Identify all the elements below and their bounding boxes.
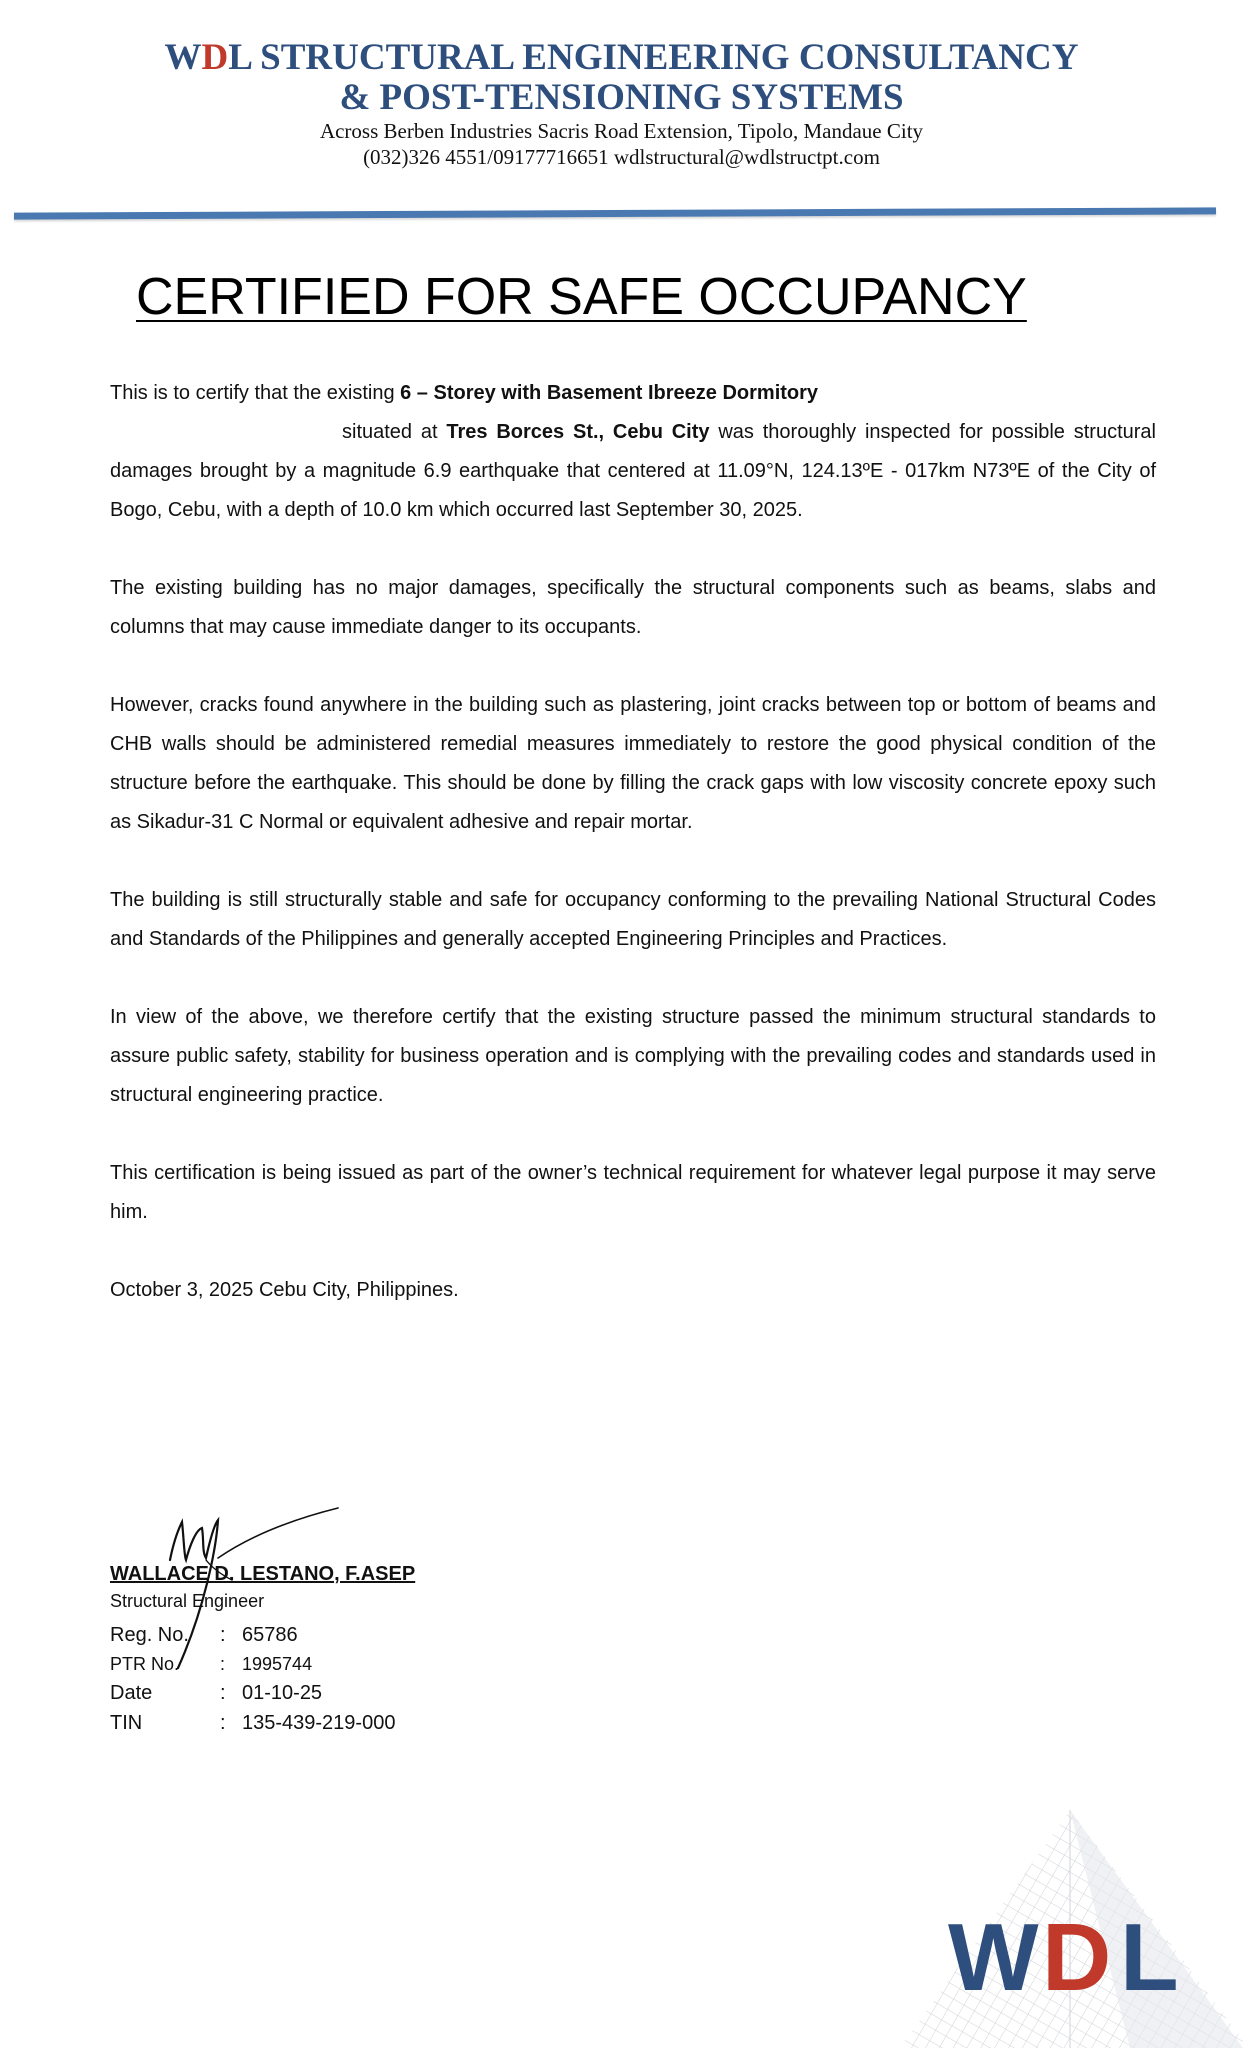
signatory-role: Structural Engineer (110, 1591, 265, 1611)
p1-situated: situated at (342, 421, 447, 443)
document-title: CERTIFIED FOR SAFE OCCUPANCY (136, 268, 1027, 326)
logo-letter-d: D (1042, 1904, 1112, 2011)
p1-intro: This is to certify that the existing (110, 382, 401, 404)
paragraph-3: However, cracks found anywhere in the building such as plastering, joint cracks between top or bottom of beams and CHB walls should be administered remedial measures immediately to restore the good physical condition of the structure before the earthquake. This should be done by filling the crack gaps with low viscosity concrete epoxy such as Sikadur-31 C Normal or equivalent adhesive and repair mortar. (110, 694, 1156, 833)
ptr-no-value: 1995744 (242, 1654, 313, 1674)
reg-no-colon: : (220, 1624, 226, 1646)
date-place: October 3, 2025 Cebu City, Philippines. (110, 1279, 459, 1301)
certificate-body (110, 374, 1156, 1349)
company-name-line2: & POST-TENSIONING SYSTEMS (339, 77, 904, 118)
ptr-no-colon: : (220, 1654, 226, 1674)
date-colon: : (220, 1682, 226, 1704)
paragraph-6: This certification is being issued as part of the owner’s technical requirement for whatever legal purpose it may serve him. (110, 1162, 1156, 1223)
company-address: Across Berben Industries Sacris Road Extension, Tipolo, Mandaue City (319, 119, 924, 143)
tin-value: 135-439-219-000 (242, 1712, 396, 1734)
reg-no-label: Reg. No. (110, 1624, 189, 1646)
reg-no-row (110, 1620, 415, 1650)
paragraph-2: The existing building has no major damages, specifically the structural components such as beams, slabs and columns that may cause immediate danger to its occupants. (110, 577, 1156, 638)
signatory-block (110, 1560, 415, 1738)
date-row (110, 1678, 415, 1708)
p1-rest: was thoroughly inspected for possible structural damages brought by a magnitude 6.9 earthquake that centered at 11.09°N, 124.13ºE - 017km N73ºE of the City of Bogo, Cebu, with a depth of 10.0 km which occurred last September 30, 2025. (110, 421, 1156, 521)
tin-row (110, 1708, 415, 1738)
paragraph-1 (110, 374, 1156, 530)
company-name-w: W (164, 37, 202, 78)
logo-letter-w: W (948, 1904, 1039, 2011)
ptr-no-row (110, 1650, 415, 1678)
paragraph-4: The building is still structurally stable and safe for occupancy conforming to the prevailing National Structural Codes and Standards of the Philippines and generally accepted Engineering Principles and Practices. (110, 889, 1156, 950)
signatory-details (110, 1620, 415, 1738)
building-location: Tres Borces St., Cebu City (446, 421, 710, 443)
paragraph-5: In view of the above, we therefore certify that the existing structure passed the minimum structural standards to assure public safety, stability for business operation and is complying with the prevailing codes and standards used in structural engineering practice. (110, 1006, 1156, 1106)
building-name: 6 – Storey with Basement Ibreeze Dormitory (400, 382, 819, 404)
date-value: 01-10-25 (242, 1682, 323, 1704)
date-label: Date (110, 1682, 153, 1704)
company-name-d: D (201, 37, 229, 78)
reg-no-value: 65786 (242, 1624, 298, 1646)
ptr-no-label: PTR No. (110, 1654, 180, 1674)
company-name (0, 38, 1243, 78)
tin-colon: : (220, 1712, 226, 1734)
tin-label: TIN (110, 1712, 143, 1734)
logo-letter-l: L (1120, 1904, 1179, 2011)
wdl-logo (880, 1790, 1243, 2048)
company-contact: (032)326 4551/09177716651 wdlstructural@wdlstructpt.com (363, 145, 880, 169)
letterhead (0, 38, 1243, 170)
header-divider (14, 207, 1216, 219)
signatory-name: WALLACE D. LESTANO, F.ASEP (110, 1563, 416, 1585)
company-name-rest: L STRUCTURAL ENGINEERING CONSULTANCY (228, 37, 1079, 78)
